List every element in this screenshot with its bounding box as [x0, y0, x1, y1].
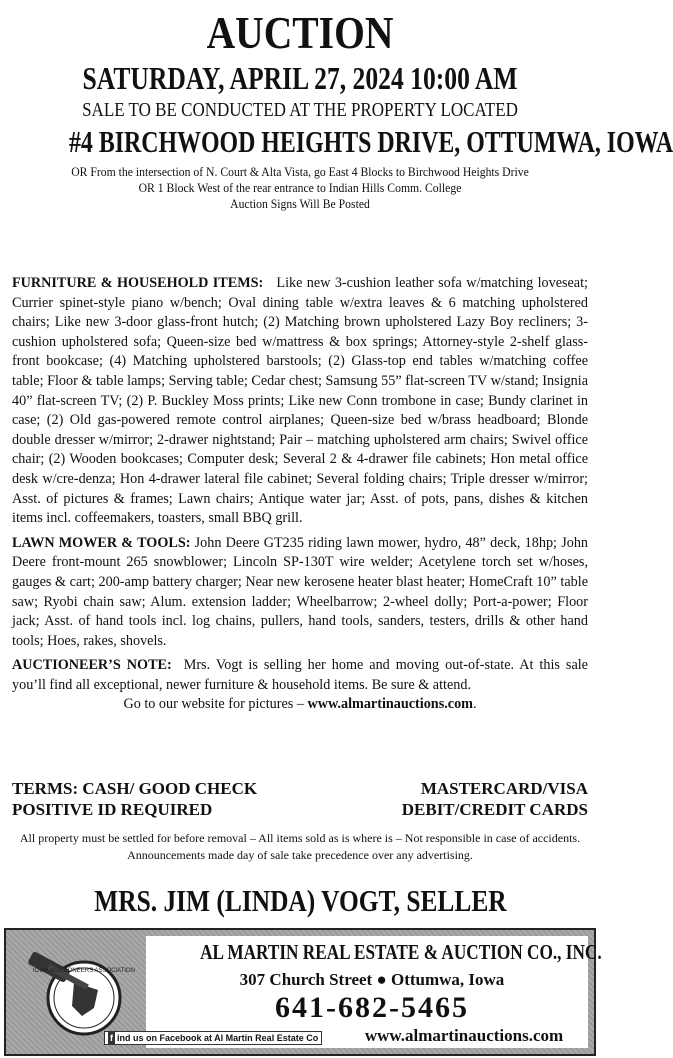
id-required: POSITIVE ID REQUIRED [12, 800, 213, 819]
auction-title: AUCTION [206, 7, 394, 58]
note-heading: AUCTIONEER’S NOTE: [12, 657, 172, 674]
property-address: #4 BIRCHWOOD HEIGHTS DRIVE, OTTUMWA, IOWA [69, 124, 673, 159]
settlement-line: All property must be settled for before removal – All items sold as is where is – Not responsible in case of accidents. [19, 831, 581, 845]
facebook-icon: f [110, 1033, 113, 1043]
facebook-badge[interactable] [104, 1031, 322, 1045]
facebook-text: ind us on Facebook at Al Martin Real Estate Co [117, 1033, 319, 1043]
lawn-items: John Deere GT235 riding lawn mower, hydro, 48” deck, 18hp; John Deere front-mount 265 snowblower; Lincoln SP-130T wire welder; Acetylene torch set w/hoses, gauges & cart; 200-amp battery charger; Near new kerosene heater blast heater; HomeCraft 10” table saw; Ryobi chain saw; Alum. extension ladder; Wheelbarrow; 2-wheel dolly; Port-a-power; Floor jack; Asst. of hand tools incl. log chains, pullers, hand tools, sanders, testers, drills & other hand tools; Hoes, rakes, shovels. [12, 534, 589, 649]
directions-line: OR From the intersection of N. Court & Alta Vista, go East 4 Blocks to Birchwood Heights Drive [71, 164, 529, 179]
logo-text: IOWA AUCTIONEERS ASSOCIATION [32, 968, 136, 974]
auction-flyer [0, 7, 673, 1045]
furniture-section [12, 274, 588, 529]
signs-note: Auction Signs Will Be Posted [230, 196, 370, 211]
company-website[interactable]: www.almartinauctions.com [364, 1026, 564, 1045]
website-line [12, 695, 588, 715]
furniture-heading: FURNITURE & HOUSEHOLD ITEMS: [12, 275, 264, 291]
auction-date: SATURDAY, APRIL 27, 2024 10:00 AM [82, 60, 518, 96]
directions-line: OR 1 Block West of the rear entrance to Indian Hills Comm. College [138, 180, 462, 195]
terms-block [12, 778, 588, 820]
lawn-heading: LAWN MOWER & TOOLS: [12, 534, 191, 551]
website-suffix: . [472, 696, 477, 713]
auctioneer-gavel-logo-icon [22, 950, 136, 1040]
announcements-line: Announcements made day of sale take precedence over any advertising. [127, 848, 473, 862]
company-name [156, 940, 602, 964]
lawn-section [12, 534, 588, 652]
header [0, 7, 673, 212]
seller-text: MRS. JIM (LINDA) VOGT, SELLER [93, 883, 507, 918]
debit-credit: DEBIT/CREDIT CARDS [401, 800, 588, 819]
listing-body [12, 274, 588, 720]
company-text: AL MARTIN REAL ESTATE & AUCTION CO., INC. [200, 940, 602, 964]
terms-payment: TERMS: CASH/ GOOD CHECK [12, 779, 258, 798]
note-section [12, 656, 588, 695]
settlement-notice [12, 830, 588, 864]
note-text: Mrs. Vogt is selling her home and moving out-of-state. At this sale you’ll find all exceptional, newer furniture & household items. Be sure & attend. [12, 657, 588, 693]
company-address: 307 Church Street ● Ottumwa, Iowa [239, 970, 505, 989]
furniture-items: Like new 3-cushion leather sofa w/matching loveseat; Currier spinet-style piano w/bench; Oval dining table w/extra leaves & 6 matching upholstered chairs; Like new 3-door glass-front hutch; (2) Matching brown upholstered Lazy Boy recliners; 3-cushion upholstered sofa; Queen-size bed w/mattress & box springs; Attorney-style 2-shelf glass-front bookcase; (4) Matching upholstered barstools; (2) Glass-top end tables w/matching coffee table; Floor & table lamps; Serving table; Cedar chest; Samsung 55” flat-screen TV w/stand; Insignia 40” flat-screen TV; (2) P. Buckley Moss prints; Like new Conn trombone in case; Bundy clarinet in case; (2) Old gas-powered remote control airplanes; Queen-size bed w/brass headboard; Blonde double dresser w/mirror; 2-drawer nightstand; Pair – matching upholstered arm chairs; Swivel office chair; (2) Wooden bookcases; Computer desk; Several 2 & 4-drawer file cabinets; Hon metal office desk w/cre-denza; Hon 4-drawer lateral file cabinet; Several folding chairs; Triple dresser w/mirror; Asst. of pictures & frames; Lawn chairs; Antique water jar; Asst. of pots, pans, dishes & kitchen items incl. coffeemakers, toasters, small BBQ grill. [12, 275, 588, 527]
company-phone[interactable]: 641-682-5465 [275, 991, 469, 1024]
website-link[interactable]: www.almartinauctions.com [307, 696, 473, 713]
seller-name [0, 884, 600, 918]
cards-accepted: MASTERCARD/VISA [420, 779, 588, 798]
sale-location-intro: SALE TO BE CONDUCTED AT THE PROPERTY LOCATED [82, 99, 518, 121]
website-prefix: Go to our website for pictures – [123, 696, 308, 713]
